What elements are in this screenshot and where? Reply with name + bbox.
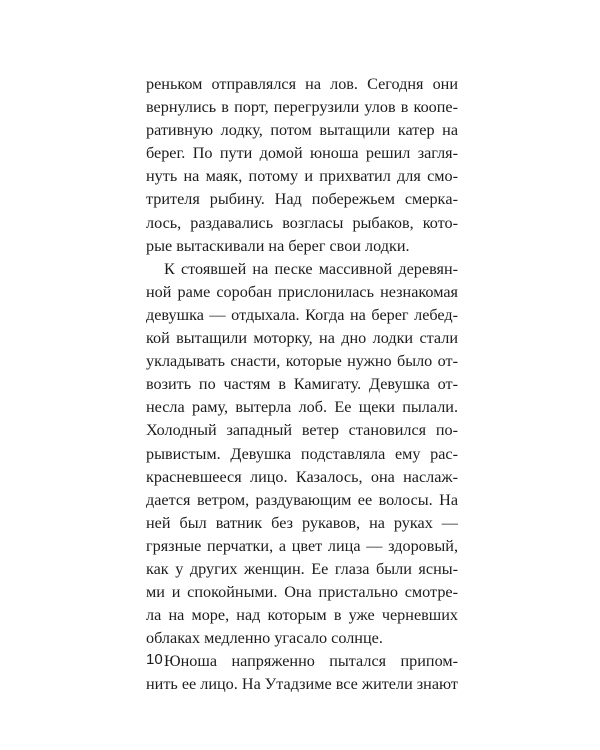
text-line: реньком отправлялся на лов. Сегодня они xyxy=(146,75,458,93)
page-number: 10 xyxy=(146,651,163,668)
text-line: возить по частям в Камигату. Девушка от- xyxy=(146,375,458,394)
text-line: несла раму, вытерла лоб. Ее щеки пылали. xyxy=(146,398,458,417)
text-line: ней был ватник без рукавов, на руках — xyxy=(146,513,458,532)
paragraph-1 xyxy=(146,73,458,258)
text-line: ла на море, над которым в уже черневших xyxy=(146,606,458,625)
text-line: нить ее лицо. На Утадзиме все жители знают xyxy=(146,675,458,694)
text-line: вернулись в порт, перегрузили улов в коопе- xyxy=(146,98,458,117)
text-line: ной раме соробан прислонилась незнакомая xyxy=(146,282,458,301)
text-line: лось, раздавались возгласы рыбаков, кото- xyxy=(146,213,458,232)
text-line: ми и спокойными. Она пристально смотре- xyxy=(146,583,458,602)
text-line: укладывать снасти, которые нужно было от- xyxy=(146,352,458,371)
text-line: красневшееся лицо. Казалось, она наслаж- xyxy=(146,467,458,486)
text-line: облаках медленно угасало солнце. xyxy=(146,629,383,648)
text-line: К стоявшей на песке массивной деревян- xyxy=(164,259,458,278)
text-line: нуть на маяк, потому и прихватил для смо- xyxy=(146,167,458,186)
text-line: как у других женщин. Ее глаза были ясны- xyxy=(146,559,458,578)
text-line: кой вытащили моторку, на дно лодки стали xyxy=(146,329,458,348)
text-line: Юноша напряженно пытался припом- xyxy=(164,652,458,671)
text-line: ративную лодку, потом вытащили катер на xyxy=(146,121,458,140)
text-line: девушка — отдыхала. Когда на берег лебед- xyxy=(146,305,458,324)
paragraph-2 xyxy=(146,258,458,651)
text-line: грязные перчатки, а цвет лица — здоровый, xyxy=(146,536,458,555)
text-line: Холодный западный ветер становился по- xyxy=(146,421,458,440)
text-line: трителя рыбину. Над побережьем смеркa- xyxy=(146,190,458,209)
paragraph-3 xyxy=(146,650,458,696)
text-line: берег. По пути домой юноша решил загля- xyxy=(146,144,458,163)
text-line: дается ветром, раздувающим ее волосы. На xyxy=(146,490,458,509)
body-text xyxy=(146,73,458,697)
text-line: рывистым. Девушка подставляла ему рас- xyxy=(146,444,458,463)
text-line: рые вытаскивали на берег свои лодки. xyxy=(146,236,410,255)
